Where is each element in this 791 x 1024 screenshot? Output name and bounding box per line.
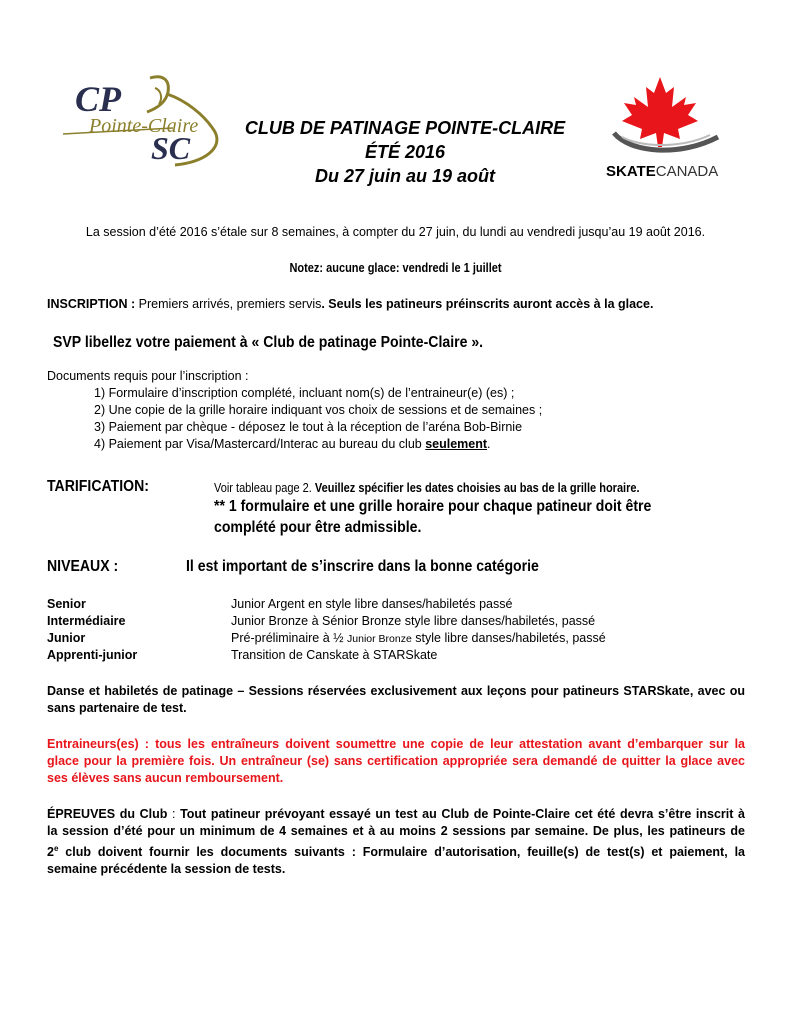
logo-canada-text: CANADA bbox=[655, 163, 719, 180]
tarification-bold: Veuillez spécifier les dates choisies au bas de la grille horaire. bbox=[314, 481, 640, 495]
epreuves-label-2: du Club bbox=[115, 807, 168, 821]
niveaux-label bbox=[47, 557, 128, 577]
tarification-line-3-text: complété pour être admissible. bbox=[214, 519, 422, 536]
level-name-intermediaire: Intermédiaire bbox=[47, 614, 126, 628]
tarification-line-2 bbox=[214, 497, 711, 517]
title-line-1: CLUB DE PATINAGE POINTE-CLAIRE bbox=[244, 118, 566, 138]
logo-sc: SC bbox=[151, 130, 191, 166]
tarification-label bbox=[47, 477, 163, 497]
document-item-4-underlined: seulement bbox=[425, 437, 488, 451]
level-desc-intermediaire: Junior Bronze à Sénior Bronze style libre danses/habiletés, passé bbox=[231, 614, 596, 628]
epreuves-line-3-text: club doivent fournir les documents suivants : Formulaire d’autorisation, feuille(s) de test(s) et paiement, la bbox=[58, 845, 745, 860]
tarification-line-1 bbox=[214, 480, 698, 497]
epreuves-line-3 bbox=[47, 840, 745, 861]
tarification-label-text: TARIFICATION: bbox=[47, 478, 149, 495]
intro-text: La session d’été 2016 s’étale sur 8 semaines, à compter du 27 juin, du lundi au vendredi jusqu’au 19 août 2016. bbox=[85, 225, 706, 239]
tarification-line-2-text: ** 1 formulaire et une grille horaire pour chaque patineur doit être bbox=[214, 498, 652, 515]
level-desc-senior: Junior Argent en style libre danses/habiletés passé bbox=[231, 597, 513, 611]
tarification-plain: Voir tableau page 2. bbox=[214, 481, 315, 495]
level-name-junior: Junior bbox=[47, 631, 86, 645]
niveaux-text-inner: Il est important de s’inscrire dans la bonne catégorie bbox=[186, 558, 539, 575]
danse-paragraph: Danse et habiletés de patinage – Sessions réservées exclusivement aux leçons pour patineurs STARSkate, avec ou sans partenaire de test. bbox=[47, 684, 745, 715]
document-item-4-end: . bbox=[487, 437, 491, 451]
epreuves-line-3-sup: e bbox=[53, 844, 59, 853]
niveaux-text bbox=[186, 557, 587, 577]
inscription-bold: . Seuls les patineurs préinscrits auront accès à la glace. bbox=[321, 297, 654, 311]
skate-canada-logo bbox=[600, 75, 745, 185]
entraineurs-line-1: Entraineurs(es) : tous les entraîneurs doivent soumettre une copie de leur attestation avant d’embarquer sur la bbox=[47, 737, 745, 751]
level-desc-apprenti-junior: Transition de Canskate à STARSkate bbox=[231, 648, 438, 662]
title-line-2: ÉTÉ 2016 bbox=[364, 142, 446, 162]
epreuves-label: ÉPREUVES bbox=[47, 807, 116, 821]
level-desc-junior-small: Junior Bronze bbox=[347, 633, 412, 645]
level-name-senior: Senior bbox=[47, 597, 86, 611]
epreuves-line-1-text: Tout patineur prévoyant essayé un test au Club de Pointe-Claire cet été devra s’être inscrit à bbox=[180, 807, 745, 821]
payment-heading-text: SVP libellez votre paiement à « Club de patinage Pointe-Claire ». bbox=[53, 334, 484, 351]
inscription-line bbox=[47, 296, 653, 313]
epreuves-line-4: semaine précédente la session de tests. bbox=[47, 862, 286, 877]
notice-span: Notez: aucune glace: vendredi le 1 juillet bbox=[289, 261, 502, 275]
document-item-3: 3) Paiement par chèque - déposez le tout à la réception de l’aréna Bob-Birnie bbox=[94, 420, 523, 434]
level-name-apprenti-junior: Apprenti-junior bbox=[47, 648, 138, 662]
tarification-line-3 bbox=[214, 518, 450, 538]
notice-text bbox=[0, 260, 791, 277]
epreuves-line-1 bbox=[47, 806, 745, 823]
document-item-4-text: 4) Paiement par Visa/Mastercard/Interac au bureau du club bbox=[94, 437, 426, 451]
payment-heading bbox=[53, 333, 542, 353]
document-item-1: 1) Formulaire d’inscription complété, incluant nom(s) de l’entraineur(e) (es) ; bbox=[94, 386, 515, 400]
logo-skate-text: SKATE bbox=[606, 163, 656, 180]
document-item-2: 2) Une copie de la grille horaire indiquant vos choix de sessions et de semaines ; bbox=[94, 403, 543, 417]
title-line-3: Du 27 juin au 19 août bbox=[314, 166, 496, 186]
level-desc-junior-a: Pré-préliminaire à ½ bbox=[231, 631, 348, 645]
epreuves-paragraph bbox=[47, 806, 745, 878]
logo-cp: CP bbox=[75, 79, 122, 119]
inscription-text: Premiers arrivés, premiers servis bbox=[135, 297, 322, 311]
tarification-line-1-inner bbox=[214, 480, 640, 497]
epreuves-line-3-num: 2 bbox=[47, 845, 54, 860]
entraineurs-line-3: ses élèves sans aucun remboursement. bbox=[47, 771, 284, 785]
epreuves-colon: : bbox=[167, 807, 181, 821]
logo-club-name: Pointe-Claire bbox=[89, 115, 199, 137]
entraineurs-paragraph bbox=[47, 736, 745, 787]
level-desc-junior-b: style libre danses/habiletés, passé bbox=[411, 631, 606, 645]
inscription-label: INSCRIPTION : bbox=[47, 297, 136, 311]
maple-leaf-icon bbox=[600, 75, 745, 160]
club-logo bbox=[55, 70, 230, 170]
level-desc-junior bbox=[231, 630, 606, 648]
document-item-4 bbox=[94, 436, 491, 453]
logo-wordmark bbox=[606, 163, 718, 180]
documents-heading: Documents requis pour l’inscription : bbox=[47, 369, 249, 383]
niveaux-label-text: NIVEAUX : bbox=[47, 558, 119, 575]
entraineurs-line-2: glace pour la première fois. Un entraîneur (se) sans certification appropriée sera demandé de quitter la glace avec bbox=[47, 754, 745, 768]
epreuves-line-2: la session d’été pour un minimum de 4 semaines et à au moins 2 sessions par semaine. De plus, les patineurs de bbox=[47, 824, 745, 838]
